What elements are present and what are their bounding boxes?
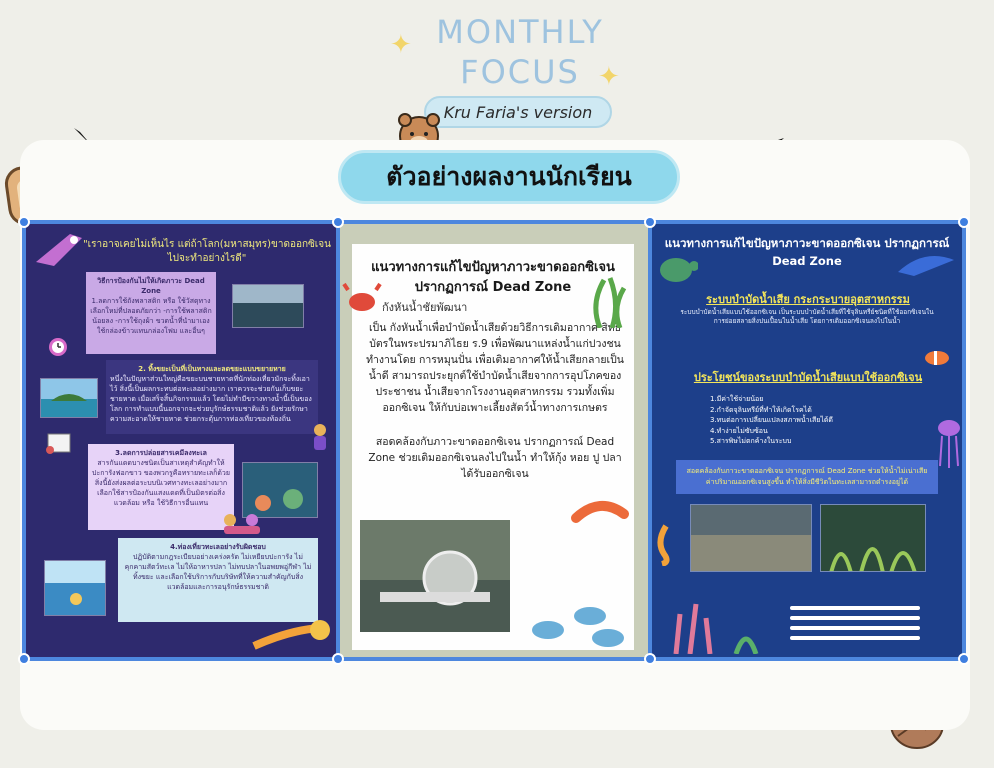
resize-handle[interactable] <box>958 653 970 665</box>
turtle-icon <box>654 248 698 288</box>
list-item: 2.กำจัดจุลินทรีย์ที่ทำให้เกิดโรคได้ <box>710 405 812 414</box>
rocket-icon <box>30 228 90 268</box>
dolphin-icon <box>894 246 958 282</box>
poster-right-text: ระบบบำบัดน้ำเสียแบบใช้ออกซิเจน เป็นระบบบำบัดน้ำเสียที่ใช้จุลินทรีย์ชนิดที่ใช้ออกซิเจนในการย่อยสลายสิ่งปนเปื้อนในน้ำเสีย โดยการเติมออกซิเจนลงไปในน้ำ <box>680 308 934 325</box>
poster-right[interactable] <box>650 222 964 660</box>
poster-middle-title: แนวทางการแก้ไขปัญหาภาวะขาดออกซิเจน ปรากฏการณ์ Dead Zone <box>371 260 615 295</box>
comet-icon <box>250 616 334 656</box>
poster-left[interactable] <box>22 222 336 660</box>
resize-handle[interactable] <box>18 653 30 665</box>
version-label: Kru Faria's version <box>424 96 612 128</box>
banner-title: ตัวอย่างผลงานนักเรียน <box>338 150 680 204</box>
scroll-icon <box>44 430 74 456</box>
seaweed-icon <box>590 274 630 328</box>
list-item: 5.สารพิษไม่ตกค้างในระบบ <box>710 437 792 445</box>
benefits-list <box>710 394 833 447</box>
treatment-pond-photo <box>690 504 812 572</box>
tip-box-1: วิธีการป้องกันไม่ให้เกิดภาวะ Dead Zone 1.ลดการใช้ถังพลาสติก หรือ ใช้วัสดุทางเลือกใหม่ที่ปลอดภัยกว่า -การใช้พลาสติกน้อยลง -การใช้ถุงผ้า ขวดน้ำที่นำมาเอง ใช้กล่องข้าวแทนกล่องโฟม และอื่นๆ <box>86 272 216 354</box>
algae-photo <box>820 504 926 572</box>
divers-icon <box>220 512 264 536</box>
poster-middle[interactable] <box>338 222 648 660</box>
poster-middle-body: เป็น กังหันน้ำเพื่อบำบัดน้ำเสียด้วยวิธีการเติมอากาศ สิทธิบัตรในพระปรมาภิไธย ร.9 เพื่อพัฒนาแหล่งน้ำแก่ปวงชน ทำงานโดย การหมุนปั่น เพื่อเติมอากาศให้น้ำเสียกลายเป็นน้ำดี สามารถประยุกต์ใช้บำบัดน้ำเสียจากการอุปโภคของประชาชน น้ำเสียจากโรงงานอุตสาหกรรม รวมทั้งเพิ่มออกซิเจน ให้กับบ่อเพาะเลี้ยงสัตว์น้ำทางการเกษตร <box>366 322 624 414</box>
alarm-clock-icon <box>46 334 70 358</box>
resize-handle[interactable] <box>644 653 656 665</box>
shrimp-icon <box>570 498 630 528</box>
resize-handle[interactable] <box>644 216 656 228</box>
text-placeholder-lines <box>790 606 920 646</box>
poster-left-title: "เราอาจเคยไม่เห็นไร แต่ถ้าโลก(มหาสมุทร)ขาดออกซิเจนไปจะทำอย่างไรดี" <box>83 239 331 264</box>
coral-reef-icon <box>666 594 776 654</box>
clownfish-icon <box>922 348 952 368</box>
poster-middle-body2: สอดคล้องกับภาวะขาดออกซิเจน ปรากฏการณ์ Dead Zone ช่วยเติมออกซิเจนลงไปในน้ำ ทำให้กุ้ง หอย ปู ปลา ได้รับออกซิเจน <box>368 436 622 480</box>
tip-box-2: 2. ทิ้งขยะเป็นที่เป็นทางและลดขยะแบบขยายหาย หนึ่งในปัญหาส่วนใหญ่คือขยะบนชายหาดที่นักท่องเที่ยวมักจะทิ้งเอาไว้ สิ่งนี้เป็นผลกระทบต่อทะเลอย่างมาก เราควรจะช่วยกันเก็บขยะชายหาด เมื่อเสร็จสิ้นกิจกรรมแล้ว โดยไม่ทำมีขวางทางน้ำนี้เป็นของโลก การทำแบบนี้นอกจากจะช่วยบุรักษ์ธรรมชาติแล้ว ยังช่วยรักษาความสะอาดให้ชายหาด ช่วยกระตุ้นการท่องเที่ยวของท้องถิ่น <box>106 360 318 434</box>
ocean-photo <box>232 284 304 328</box>
list-item: 1.มีค่าใช้จ่ายน้อย <box>710 395 764 403</box>
seahorse-icon <box>652 522 678 566</box>
page-title: MONTHLY FOCUS <box>436 13 604 91</box>
tip-box-4: 4.ท่องเที่ยวทะเลอย่างรับผิดชอบ ปฏิบัติตามกฎระเบียบอย่างเคร่งครัด ไม่เหยียบปะการัง ไม่คุกคามสัตว์ทะเล ไม่ให้อาหารปลา ไม่ทบปลาในอพยพอู่กีฬา ไม่ทิ้งขยะ และเลือกใช้บริการกับบริษัทที่ให้ความสำคัญกับสิ่งแวดล้อมและการอนุรักษ์ธรรมชาติ <box>118 538 318 622</box>
sparkle-icon: ✦ <box>598 62 620 92</box>
turbine-photo <box>360 520 510 632</box>
list-item: 3.ทนต่อการเปลี่ยนแปลงสภาพน้ำเสียได้ดี <box>710 416 833 424</box>
coral-photo <box>242 462 318 518</box>
poster-right-heading-1: ระบบบำบัดน้ำเสีย กระกระบายอุตสาหกรรม <box>706 293 910 306</box>
poster-right-heading-2: ประโยชน์ของระบบบำบัดน้ำเสียแบบใช้ออกซิเจน <box>693 371 923 384</box>
poster-middle-subtitle: กังหันน้ำชัยพัฒนา <box>382 301 468 314</box>
tip-box-3: 3.ลดการปล่อยสารเคมีลงทะเล สารกันแดดบางชนิดเป็นสาเหตุสำคัญทำให้ปะการังฟอกขาว ของพวกรูคือทรายทะเลก็ด้วย สิ่งนี้ยังส่งผลต่อระบบนิเวศทางทะเลอย่างมาก เลือกใช้สารป้องกันแสงแดดที่เป็นมิตรต่อสิ่งแวดล้อม หรือ ใช้วิธีการอื่นแทน <box>88 444 234 530</box>
crab-icon <box>342 280 382 316</box>
sparkle-icon: ✦ <box>390 30 412 60</box>
sea-diagram-image <box>44 560 106 616</box>
resize-handle[interactable] <box>332 216 344 228</box>
diver-icon <box>308 422 332 452</box>
list-item: 4.ทำง่ายไม่ซับซ้อน <box>710 426 768 435</box>
summary-box: สอดคล้องกับภาวะขาดออกซิเจน ปรากฏการณ์ Dead Zone ช่วยให้น้ำไม่เน่าเสีย ค่าปริมาณออกซิเจนสูงขึ้น ทำให้สิ่งมีชีวิตในทะเลสามารถดำรงอยู่ได้ <box>676 460 938 494</box>
resize-handle[interactable] <box>18 216 30 228</box>
jellyfish-icon <box>936 418 962 468</box>
poster-right-title: แนวทางการแก้ไขปัญหาภาวะขาดออกซิเจน ปรากฏการณ์ Dead Zone <box>664 236 950 268</box>
fish-icon <box>518 596 638 652</box>
resize-handle[interactable] <box>332 653 344 665</box>
island-photo <box>40 378 98 418</box>
resize-handle[interactable] <box>958 216 970 228</box>
